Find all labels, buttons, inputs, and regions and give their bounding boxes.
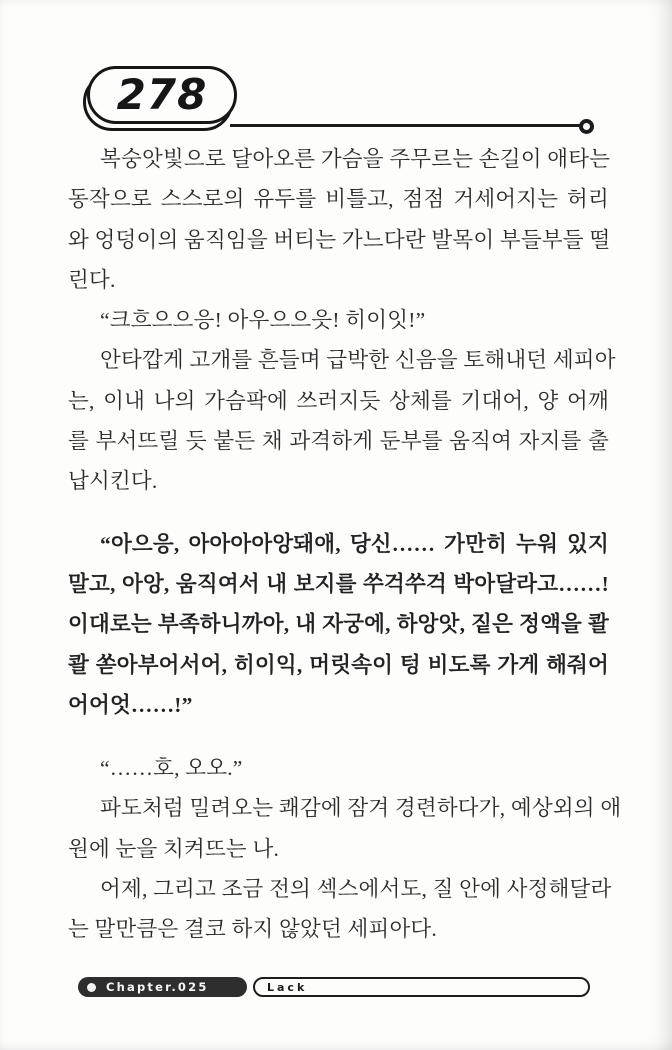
text-block (68, 139, 622, 950)
text-line: 납시킨다. (68, 469, 158, 494)
text-line: 어제, 그리고 조금 전의 섹스에서도, 질 안에 사정해달라 (100, 877, 612, 902)
paragraph (68, 524, 609, 725)
paragraph (68, 300, 609, 340)
text-line: 말고, 아앙, 움직여서 내 보지를 쑤걱쑤걱 박아달라고……! (68, 571, 609, 596)
book-title-badge (253, 977, 590, 997)
chapter-label: Chapter.025 (106, 980, 209, 994)
paragraph (68, 869, 612, 950)
chapter-badge (78, 977, 247, 997)
text-line: 린다. (68, 267, 116, 292)
text-line: 콸 쏟아부어서어, 히이익, 머릿속이 텅 비도록 가게 해줘어 (68, 652, 609, 677)
book-title-label: Lack (267, 980, 308, 994)
text-line: 이대로는 부족하니까아, 내 자궁에, 하앙앗, 짙은 정액을 콸 (68, 612, 609, 637)
text-line: 는, 이내 나의 가슴팍에 쓰러지듯 상체를 기대어, 양 어깨 (68, 388, 609, 413)
page-number-badge (87, 66, 237, 124)
text-line: 와 엉덩이의 움직임을 버티는 가느다란 발목이 부들부들 떨 (68, 227, 611, 252)
page-number: 278 (116, 69, 208, 119)
text-line: “아으응, 아아아아앙돼애, 당신…… 가만히 누워 있지 (100, 531, 609, 556)
text-line: 원에 눈을 치켜뜨는 나. (68, 836, 280, 861)
text-line: 를 부서뜨릴 듯 붙든 채 과격하게 둔부를 움직여 자지를 출 (68, 429, 609, 454)
text-line: 파도처럼 밀려오는 쾌감에 잠겨 경련하다가, 예상외의 애 (100, 796, 622, 821)
text-line: 는 말만큼은 결코 하지 않았던 세피아다. (68, 917, 437, 942)
text-line: 복숭앗빛으로 달아오른 가슴을 주무르는 손길이 애타는 (100, 147, 611, 171)
text-line: 어어엇……!” (68, 692, 193, 717)
paragraph (68, 340, 616, 501)
paragraph (68, 139, 609, 300)
text-line: “……호, 오오.” (100, 756, 243, 781)
text-line: 동작으로 스스로의 유두를 비틀고, 점점 거세어지는 허리 (68, 187, 609, 212)
paragraph (68, 788, 622, 869)
bullet-dot-icon (87, 983, 96, 992)
header-rule-line (230, 124, 580, 127)
text-line: 안타깝게 고개를 흔들며 급박한 신음을 토해내던 세피아 (100, 348, 616, 373)
paragraph (68, 748, 609, 788)
header-rule-ring-icon (579, 119, 594, 134)
text-line: “크흐으으응! 아우으으읏! 히이잇!” (100, 308, 426, 333)
